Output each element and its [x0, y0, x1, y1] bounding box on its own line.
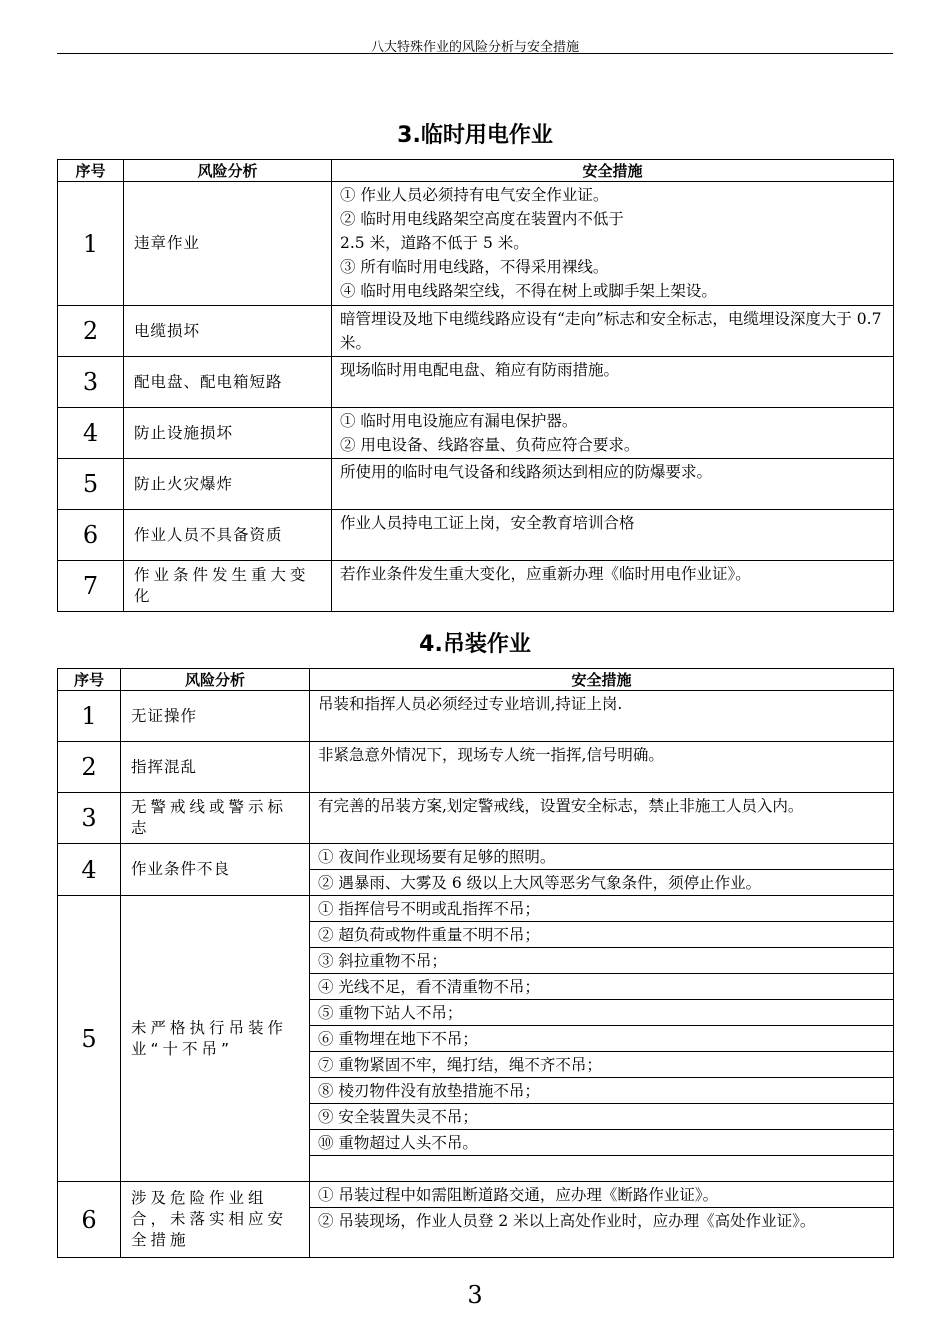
risk-cell: 作业人员不具备资质 — [124, 510, 332, 561]
measure-line: ① 吊装过程中如需阻断道路交通，应办理《断路作业证》。 — [318, 1186, 719, 1204]
col-header-no: 序号 — [58, 669, 121, 691]
table-row — [58, 561, 894, 612]
measure-line: 暗管埋设及地下电缆线路应设有“走向”标志和安全标志，电缆埋设深度大于 0.7 米。 — [340, 310, 882, 352]
table-row — [58, 408, 894, 459]
measures-cell — [332, 357, 894, 408]
measure-line: ⑥ 重物埋在地下不吊； — [318, 1030, 478, 1048]
table-row — [58, 459, 894, 510]
section-4-table — [57, 668, 894, 1258]
table-row — [58, 306, 894, 357]
col-header-measures: 安全措施 — [310, 669, 894, 691]
measure-line: ① 指挥信号不明或乱指挥不吊； — [318, 900, 540, 918]
row-number: 7 — [58, 561, 124, 612]
measure-line: 所使用的临时电气设备和线路须达到相应的防爆要求。 — [340, 463, 713, 481]
measure-line: ④ 光线不足，看不清重物不吊； — [318, 978, 540, 996]
table-row — [58, 691, 894, 742]
risk-cell: 防止设施损坏 — [124, 408, 332, 459]
risk-cell: 未严格执行吊装作业“十不吊” — [121, 896, 310, 1182]
risk-cell: 无证操作 — [121, 691, 310, 742]
measure-line: ② 超负荷或物件重量不明不吊； — [318, 926, 540, 944]
risk-cell: 电缆损坏 — [124, 306, 332, 357]
row-number: 6 — [58, 1182, 121, 1258]
section-4-title: 4.吊装作业 — [419, 632, 531, 657]
measures-cell — [310, 1182, 894, 1208]
measure-line: ① 临时用电设施应有漏电保护器。 — [340, 412, 578, 430]
measures-cell — [310, 691, 894, 742]
risk-cell: 涉及危险作业组合，未落实相应安全措施 — [121, 1182, 310, 1258]
measures-cell — [310, 974, 894, 1000]
page-header: 八大特殊作业的风险分析与安全措施 — [57, 36, 893, 54]
col-header-risk: 风险分析 — [121, 669, 310, 691]
measures-cell — [310, 948, 894, 974]
measure-line: ⑧ 棱刃物件没有放垫措施不吊； — [318, 1082, 540, 1100]
measures-cell — [310, 742, 894, 793]
table-row — [58, 742, 894, 793]
measure-line: 作业人员持电工证上岗，安全教育培训合格 — [340, 514, 635, 532]
risk-cell: 作业条件不良 — [121, 844, 310, 896]
measures-cell — [310, 1104, 894, 1130]
measures-cell — [310, 1078, 894, 1104]
measures-cell — [332, 510, 894, 561]
table-row — [58, 182, 894, 306]
table-header-row — [58, 160, 894, 182]
risk-cell: 作业条件发生重大变化 — [124, 561, 332, 612]
measure-line: ④ 临时用电线路架空线，不得在树上或脚手架上架设。 — [340, 282, 717, 300]
table-row — [58, 357, 894, 408]
measures-cell — [310, 844, 894, 870]
risk-cell: 违章作业 — [124, 182, 332, 306]
measures-cell — [332, 561, 894, 612]
measure-line: 现场临时用电配电盘、箱应有防雨措施。 — [340, 361, 620, 379]
measure-line: ① 作业人员必须持有电气安全作业证。 — [340, 186, 609, 204]
table-row — [58, 793, 894, 844]
section-3-table — [57, 159, 894, 612]
measure-line: ② 用电设备、线路容量、负荷应符合要求。 — [340, 436, 640, 454]
row-number: 6 — [58, 510, 124, 561]
measures-cell — [332, 306, 894, 357]
row-number: 5 — [58, 459, 124, 510]
risk-cell: 无警戒线或警示标志 — [121, 793, 310, 844]
row-number: 2 — [58, 306, 124, 357]
measures-cell — [310, 1130, 894, 1156]
measure-line: ③ 所有临时用电线路，不得采用裸线。 — [340, 258, 609, 276]
measures-cell — [310, 1000, 894, 1026]
table-row — [58, 1182, 894, 1208]
measures-cell-empty — [310, 1156, 894, 1182]
table-header-row — [58, 669, 894, 691]
measure-line: ① 夜间作业现场要有足够的照明。 — [318, 848, 556, 866]
row-number: 4 — [58, 408, 124, 459]
col-header-risk: 风险分析 — [124, 160, 332, 182]
measures-cell — [332, 459, 894, 510]
col-header-no: 序号 — [58, 160, 124, 182]
page-number: 3 — [467, 1281, 483, 1309]
row-number: 4 — [58, 844, 121, 896]
row-number: 5 — [58, 896, 121, 1182]
measures-cell — [332, 408, 894, 459]
table-row — [58, 844, 894, 870]
risk-cell: 配电盘、配电箱短路 — [124, 357, 332, 408]
row-number: 1 — [58, 182, 124, 306]
measures-cell — [310, 896, 894, 922]
measure-line: 若作业条件发生重大变化，应重新办理《临时用电作业证》。 — [340, 565, 751, 583]
measure-line: 有完善的吊装方案,划定警戒线，设置安全标志，禁止非施工人员入内。 — [318, 797, 804, 815]
measures-cell — [310, 922, 894, 948]
measures-cell — [332, 182, 894, 306]
measure-line: ⑦ 重物紧固不牢，绳打结，绳不齐不吊； — [318, 1056, 602, 1074]
measures-cell — [310, 1208, 894, 1258]
table-row — [58, 896, 894, 922]
section-3-title: 3.临时用电作业 — [397, 123, 553, 148]
measure-line: ⑨ 安全装置失灵不吊； — [318, 1108, 478, 1126]
col-header-measures: 安全措施 — [332, 160, 894, 182]
row-number: 3 — [58, 793, 121, 844]
measures-cell — [310, 1026, 894, 1052]
measure-line: 非紧急意外情况下，现场专人统一指挥,信号明确。 — [318, 746, 664, 764]
row-number: 1 — [58, 691, 121, 742]
risk-cell: 防止火灾爆炸 — [124, 459, 332, 510]
measure-line: 吊装和指挥人员必须经过专业培训,持证上岗. — [318, 695, 623, 713]
table-row — [58, 510, 894, 561]
measures-cell — [310, 793, 894, 844]
risk-cell: 指挥混乱 — [121, 742, 310, 793]
measure-line: ⑩ 重物超过人头不吊。 — [318, 1134, 478, 1152]
row-number: 2 — [58, 742, 121, 793]
measures-cell — [310, 870, 894, 896]
measure-line: ② 临时用电线路架空高度在装置内不低于 — [340, 210, 624, 228]
row-number: 3 — [58, 357, 124, 408]
measure-line: ② 遇暴雨、大雾及 6 级以上大风等恶劣气象条件，须停止作业。 — [318, 874, 762, 892]
measure-line: ⑤ 重物下站人不吊； — [318, 1004, 463, 1022]
measure-line: 2.5 米，道路不低于 5 米。 — [340, 234, 529, 252]
measure-line: ② 吊装现场，作业人员登 2 米以上高处作业时，应办理《高处作业证》。 — [318, 1212, 816, 1230]
measure-line: ③ 斜拉重物不吊； — [318, 952, 447, 970]
measures-cell — [310, 1052, 894, 1078]
